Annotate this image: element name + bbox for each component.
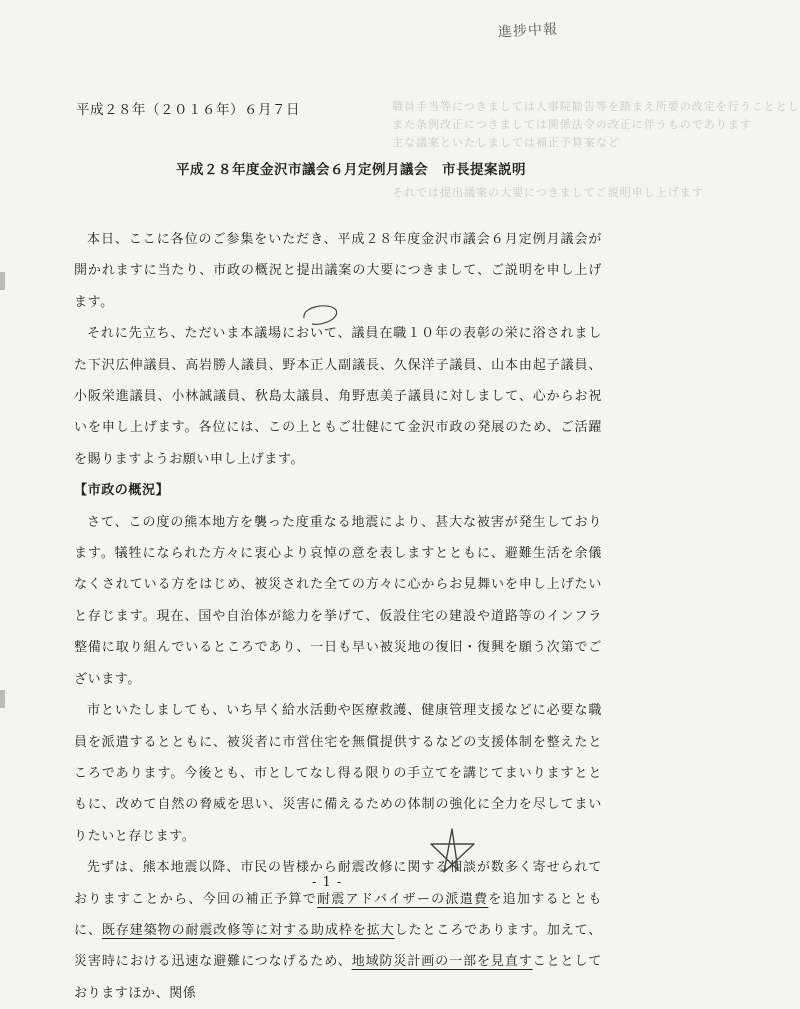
paragraph-earthquake: さて、この度の熊本地方を襲った度重なる地震により、甚大な被害が発生しております。犠牲になられた方々に衷心より哀悼の意を表しますとともに、避難生活を余儀なくされている方をはじめ、被災された全ての方々に心からお見舞いを申し上げたいと存じます。現在、国や自治体が総力を挙げて、仮設住宅の建設や道路等のインフラ整備に取り組んでいるところであり、一日も早い被災地の復旧・復興を願う次第でございます。 [74, 514, 602, 687]
bleed-through-text: 主な議案といたしましては補正予算案など [392, 136, 620, 149]
handwritten-star-icon [426, 826, 478, 878]
underlined-phrase: 耐震アドバイザーの派遣費 [317, 891, 489, 907]
bleed-through-text: 職員手当等につきましては人事院勧告等を踏まえ所要の改定を行うこととし [392, 100, 800, 113]
document-body [74, 224, 602, 1009]
text-span: したところであります。加えて、災害時における迅速な避難につなげるため、 [74, 922, 602, 970]
text-span: 先ずは、熊本地震以降、市民の皆様から耐震改修に関する相談が数多く寄せられておりますことから、今回の補正予算で [74, 860, 602, 907]
page-number: - 1 - [312, 875, 343, 890]
text-span: を追加するとともに、 [74, 891, 602, 938]
bleed-through-text: それでは提出議案の大要につきましてご説明申し上げます [392, 186, 704, 199]
binding-mark [0, 690, 5, 708]
bleed-through-text: また条例改正につきましては関係法令の改正に伴うものであります [392, 118, 752, 131]
paragraph-congratulations: それに先立ち、ただいま本議場において、議員在職１０年の表彰の栄に浴されました下沢広伸議員、高岩勝人議員、野本正人副議長、久保洋子議員、山本由起子議員、小阪栄進議員、小林誠議員、秋島太議員、角野恵美子議員に対しまして、心からお祝いを申し上げます。各位には、この上ともご壮健にて金沢市政の発展のため、ご活躍を賜りますようお願い申し上げます。 [74, 326, 602, 467]
paragraph-support: 市といたしましても、いち早く給水活動や医療救護、健康管理支援などに必要な職員を派遣するとともに、被災者に市営住宅を無償提供するなどの支援体制を整えたところであります。今後とも、市としてなし得る限りの手立てを講じてまいりますとともに、改めて自然の脅威を思い、災害に備えるための体制の強化に全力を尽してまいりたいと存じます。 [74, 703, 602, 844]
handwritten-note: 進捗中報 [497, 21, 559, 41]
text-span: こととしておりますほか、関係 [74, 954, 602, 1001]
document-date: 平成２８年（２０１６年）６月７日 [76, 102, 300, 118]
binding-mark [0, 272, 5, 290]
document-title: 平成２８年度金沢市議会６月定例月議会 市長提案説明 [176, 162, 526, 178]
section-heading: 【市政の概況】 [74, 483, 170, 499]
underlined-phrase: 既存建築物の耐震改修等に対する助成枠を拡大 [101, 922, 395, 938]
paragraph-opening: 本日、ここに各位のご参集をいただき、平成２８年度金沢市議会６月定例月議会が開かれますに当たり、市政の概況と提出議案の大要につきまして、ご説明を申し上げます。 [74, 232, 602, 310]
underlined-phrase: 地域防災計画の一部を見直す [351, 954, 533, 970]
handwritten-circle-mark [300, 300, 340, 330]
